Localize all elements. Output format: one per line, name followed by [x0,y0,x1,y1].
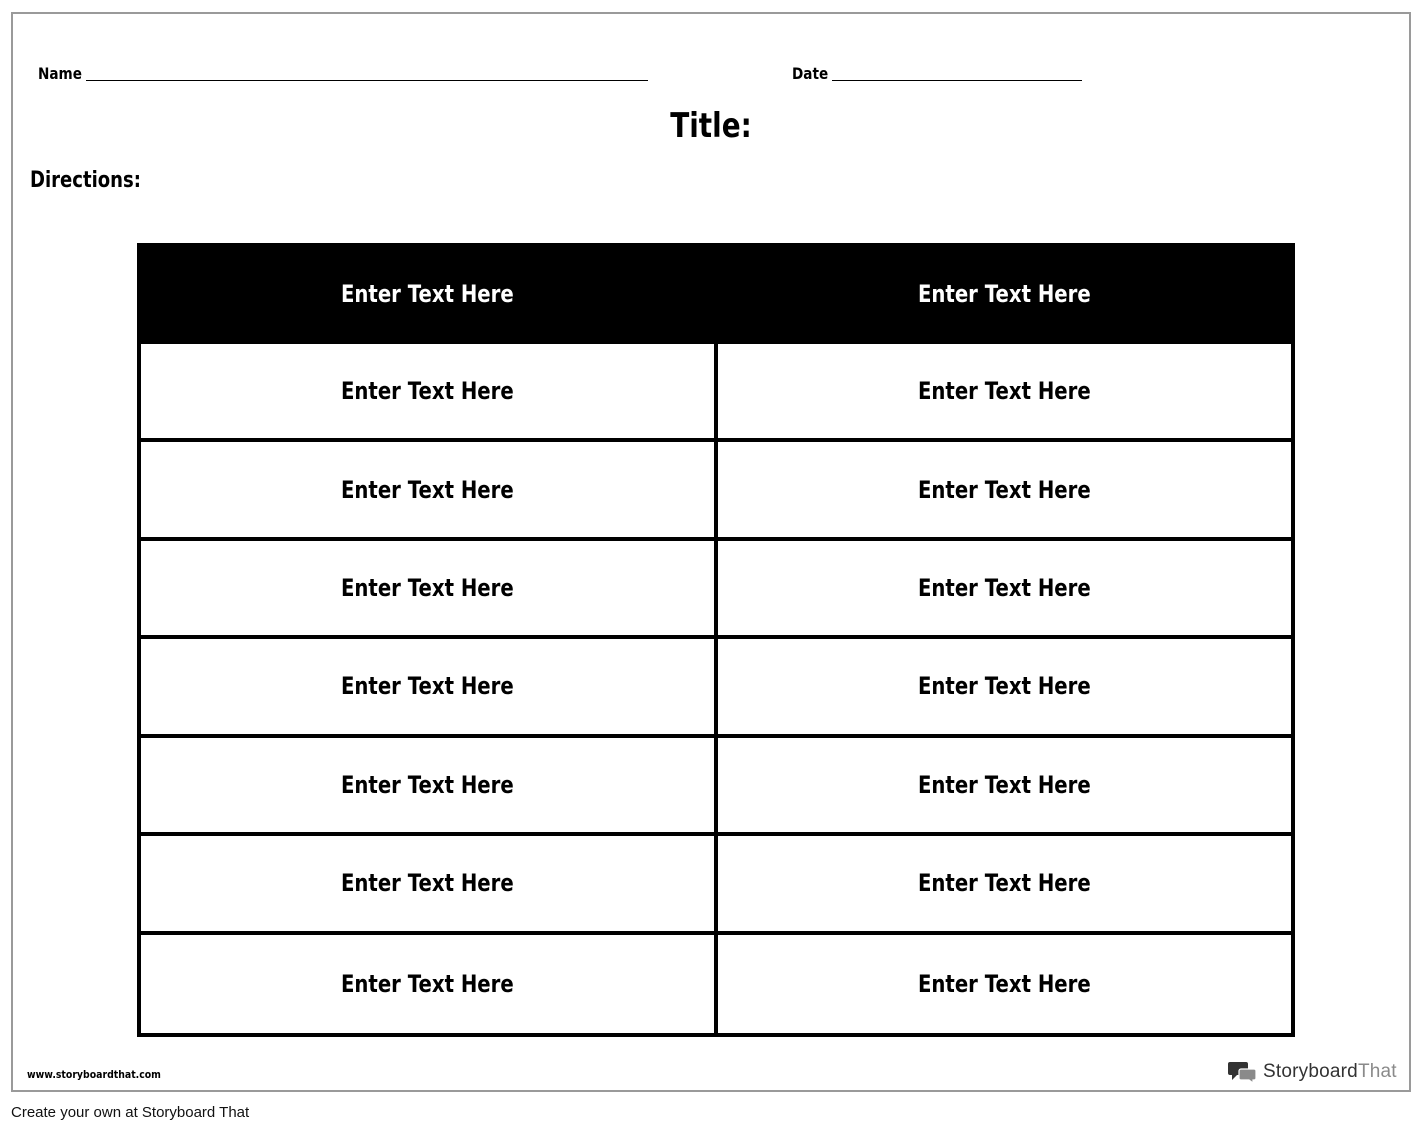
cell-text: Enter Text Here [918,770,1091,799]
table-cell-left[interactable] [141,442,716,540]
header-cell-text: Enter Text Here [918,279,1091,308]
table-cell-left[interactable] [141,639,716,737]
speech-bubbles-icon [1228,1060,1258,1084]
table-cell-right[interactable] [716,935,1291,1033]
table-cell-right[interactable] [716,442,1291,540]
cell-text: Enter Text Here [918,475,1091,504]
table-cell-right[interactable] [716,541,1291,639]
table-cell-right[interactable] [716,344,1291,442]
table-cell-right[interactable] [716,738,1291,836]
header-cell-left[interactable] [141,247,716,344]
table-cell-right[interactable] [716,639,1291,737]
worksheet-title: Title: [670,106,752,146]
two-column-chart [137,243,1295,1037]
name-field-line[interactable] [86,80,648,81]
cell-text: Enter Text Here [341,377,514,406]
cell-text: Enter Text Here [341,475,514,504]
cell-text: Enter Text Here [341,574,514,603]
table-cell-left[interactable] [141,344,716,442]
cell-text: Enter Text Here [341,770,514,799]
table-cell-left[interactable] [141,738,716,836]
footer-url: www.storyboardthat.com [27,1068,161,1081]
create-your-own-link[interactable]: Create your own at Storyboard That [11,1104,250,1121]
header-cell-right[interactable] [716,247,1291,344]
worksheet [11,12,1411,1092]
cell-text: Enter Text Here [918,672,1091,701]
storyboardthat-logo [1228,1058,1397,1086]
table-cell-left[interactable] [141,935,716,1033]
date-label: Date [792,64,829,83]
name-label: Name [38,64,82,83]
table-cell-left[interactable] [141,836,716,934]
header-cell-text: Enter Text Here [341,279,514,308]
table-cell-left[interactable] [141,541,716,639]
table-cell-right[interactable] [716,836,1291,934]
logo-word-storyboard: Storyboard [1263,1061,1358,1082]
cell-text: Enter Text Here [918,574,1091,603]
cell-text: Enter Text Here [918,869,1091,898]
cell-text: Enter Text Here [341,869,514,898]
cell-text: Enter Text Here [341,969,514,998]
logo-word-that: That [1357,1061,1397,1082]
logo-text [1263,1061,1397,1083]
cell-text: Enter Text Here [918,969,1091,998]
cell-text: Enter Text Here [918,377,1091,406]
cell-text: Enter Text Here [341,672,514,701]
date-field-line[interactable] [832,80,1082,81]
directions-label: Directions: [30,168,141,193]
